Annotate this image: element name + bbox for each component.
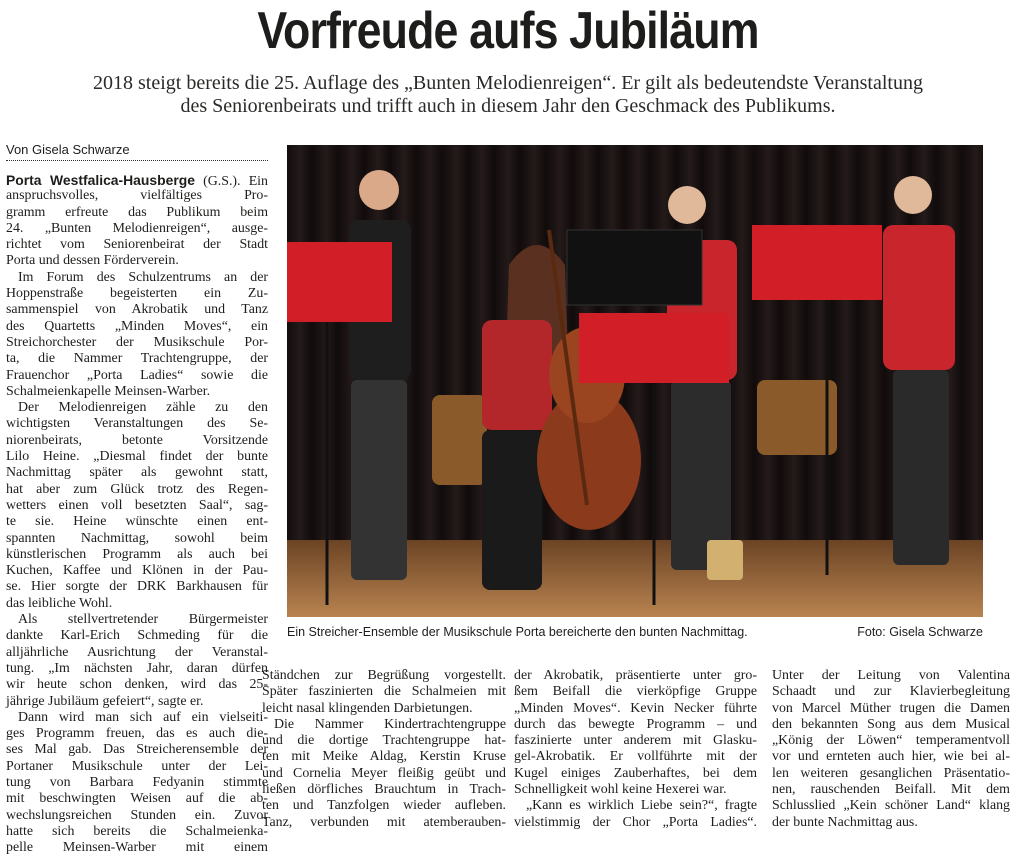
text-line: ses Mal gab. Das Streicherensemble der (6, 742, 268, 758)
article-photo (287, 145, 983, 617)
text-line: wechslungsreichen Stunden ein. Zuvor (6, 807, 268, 823)
text-line: „Minden Moves“. Kevin Necker führte (514, 700, 757, 716)
article-paragraph (6, 400, 268, 612)
text-line: sammenspiel von Akrobatik und Tanz (6, 302, 268, 318)
text-line: Hoppenstraße begeisterten ein Zu- (6, 286, 268, 302)
text-line: hat aber zum Glück trotz des Regen- (6, 481, 268, 497)
article-paragraph (262, 717, 506, 831)
text-line: te sie. Heine wünschte einen ent- (6, 514, 268, 530)
text-line: vor und ernteten auch hier, wie bei al- (772, 749, 1010, 765)
article-paragraph (6, 612, 268, 710)
text-line: Tanz, verbunden mit atemberauben- (262, 814, 506, 830)
text-line: alljährliche Ausrichtung der Veranstal- (6, 644, 268, 660)
photo-caption-bar (287, 625, 983, 639)
text-line: tung von Barbara Fedyanin stimmte (6, 774, 268, 790)
text-line: das leibliche Wohl. (6, 595, 113, 611)
text-line: leicht nasal klingenden Darbietungen. (262, 700, 473, 716)
text-line: ta, die Nammer Trachtengruppe, der (6, 351, 268, 367)
text-line: Als stellvertretender Bürgermeister (18, 612, 268, 628)
article-column-2 (262, 668, 506, 831)
text-line: nen, rauschenden Beifall. Mit dem (772, 782, 1010, 798)
text-line: Unter der Leitung von Valentina (772, 668, 1010, 683)
article-column-1 (6, 172, 268, 856)
text-line: Schlusslied „Kein schöner Land“ klang (772, 798, 1010, 814)
text-line: gel-Akrobatik. Er vollführte mit der (514, 749, 757, 765)
article-column-3 (514, 668, 757, 831)
text-line: durch das bewegte Programm – und (514, 716, 757, 732)
text-line: dankte Karl-Erich Schmeding für die (6, 628, 268, 644)
text-line: Dann wird man sich auf ein vielseiti- (18, 709, 268, 725)
dateline: Porta Westfalica-Hausberge (6, 172, 195, 188)
text-line: der bunte Nachmittag aus. (772, 814, 918, 830)
text-line: Der Melodienreigen zähle zu den (18, 400, 268, 416)
text-line: Im Forum des Schulzentrums an der (18, 269, 268, 285)
text-line: und Cornelia Meyer fleißig geübt und (262, 765, 506, 781)
text-line: Porta Westfalica-Hausberge (G.S.). Ein (6, 172, 268, 189)
text-line: Streichorchester der Musikschule Por- (6, 334, 268, 350)
text-line: jährige Jubiläum gefeiert“, sagte er. (6, 693, 204, 709)
text-line: künstlerischen Programm als auch bei (6, 546, 268, 562)
text-line: des Quartetts „Minden Moves“, ein (6, 318, 268, 334)
text-line: Später faszinierten die Schalmeien mit (262, 684, 506, 700)
author-byline: Von Gisela Schwarze (6, 142, 268, 161)
text-line: ten und Tanzfolgen wieder aufleben. (262, 798, 506, 814)
article-paragraph (6, 270, 268, 400)
text-line: richtet vom Seniorenbeirat der Stadt (6, 237, 268, 253)
text-line: Ständchen zur Begrüßung vorgestellt. (262, 668, 506, 683)
text-line: 24. „Bunten Melodienreigen“, ausge- (6, 220, 268, 236)
text-line: pelle Meinsen-Warber mit einem (6, 840, 268, 856)
text-line: von Marcel Müther trugen die Damen (772, 700, 1010, 716)
text-line: vielstimmig der Chor „Porta Ladies“. (514, 814, 757, 830)
text-line: Kuchen, Kaffee und Klönen in der Pau- (6, 563, 268, 579)
text-line: Portaner Musikschule unter der Lei- (6, 758, 268, 774)
text-line: wichtigsten Veranstaltungen des Se- (6, 416, 268, 432)
article-paragraph (6, 710, 268, 856)
text-line: tung. „Im nächsten Jahr, daran dürfen (6, 660, 268, 676)
text-line: ges Programm freuen, das es auch die- (6, 726, 268, 742)
subheadline (20, 72, 996, 118)
text-line: Porta und dessen Förderverein. (6, 253, 179, 269)
text-line: Nachmittag später als gewohnt statt, (6, 465, 268, 481)
subheadline-line: 2018 steigt bereits die 25. Auflage des „Bunten Melodienreigen“. Er gilt als bedeutendste Veranstaltung (93, 72, 923, 94)
text-line: se. Hier sorgte der DRK Barkhausen für (6, 579, 268, 595)
photo-caption: Ein Streicher-Ensemble der Musikschule Porta bereicherte den bunten Nachmittag. (287, 625, 748, 639)
article-paragraph (772, 668, 1010, 831)
text-line: Schnelligkeit wohl keine Hexerei war. (514, 782, 727, 798)
article-column-4 (772, 668, 1010, 831)
text-line: faszinierte unter anderem mit Glasku- (514, 733, 757, 749)
text-line: len weiteren gesanglichen Präsentatio- (772, 765, 1010, 781)
photo-credit: Foto: Gisela Schwarze (857, 625, 983, 639)
text-line: „König der Löwen“ temperamentvoll (772, 733, 1010, 749)
music-stand (567, 230, 702, 305)
text-line: Kugel einiges Zauberhaftes, bei dem (514, 765, 757, 781)
text-line: gramm erfreute das Publikum beim (6, 204, 268, 220)
article-paragraph (514, 668, 757, 798)
text-line: anspruchsvolles, vielfältiges Pro- (6, 188, 268, 204)
article-paragraph (262, 668, 506, 717)
music-stand (287, 242, 392, 322)
article-paragraph (6, 172, 268, 270)
text-line: und die dortige Trachtengruppe hat- (262, 733, 506, 749)
subheadline-line: des Seniorenbeirats und trifft auch in diesem Jahr den Geschmack des Publikums. (180, 95, 836, 117)
text-line: ten mit Meike Aldag, Kerstin Kruse (262, 749, 506, 765)
text-line: wir heute schon denken, wird das 25- (6, 677, 268, 693)
text-line: Lilo Heine. „Diesmal findet der bunte (6, 449, 268, 465)
text-line: den bekannten Song aus dem Musical (772, 716, 1010, 732)
text-line: ßem Beifall die vierköpfige Gruppe (514, 684, 757, 700)
text-line: ließen dörfliches Brauchtum in Trach- (262, 782, 506, 798)
text-line: niorenbeirats, betonte Vorsitzende (6, 432, 268, 448)
music-stand (579, 313, 729, 383)
text-line: Frauenchor „Porta Ladies“ sowie die (6, 367, 268, 383)
text-line: wetters einen voll besetzten Saal“, sag- (6, 497, 268, 513)
text-line: „Kann es wirklich Liebe sein?“, fragte (526, 798, 757, 814)
text-line: hatte sich bereits die Schalmeienka- (6, 823, 268, 839)
music-stand (752, 225, 882, 300)
text-line: Die Nammer Kindertrachtengruppe (274, 716, 506, 732)
article-paragraph (514, 798, 757, 831)
text-line: der Akrobatik, präsentierte unter gro- (514, 668, 757, 683)
text-line: Schaadt und zur Klavierbegleitung (772, 684, 1010, 700)
text-line: spannten Nachmittag, sowohl beim (6, 530, 268, 546)
text-line: Schalmeienkapelle Meinsen-Warber. (6, 383, 211, 399)
headline: Vorfreude aufs Jubiläum (257, 2, 759, 60)
text-line: mit beschwingten Weisen auf die ab- (6, 791, 268, 807)
